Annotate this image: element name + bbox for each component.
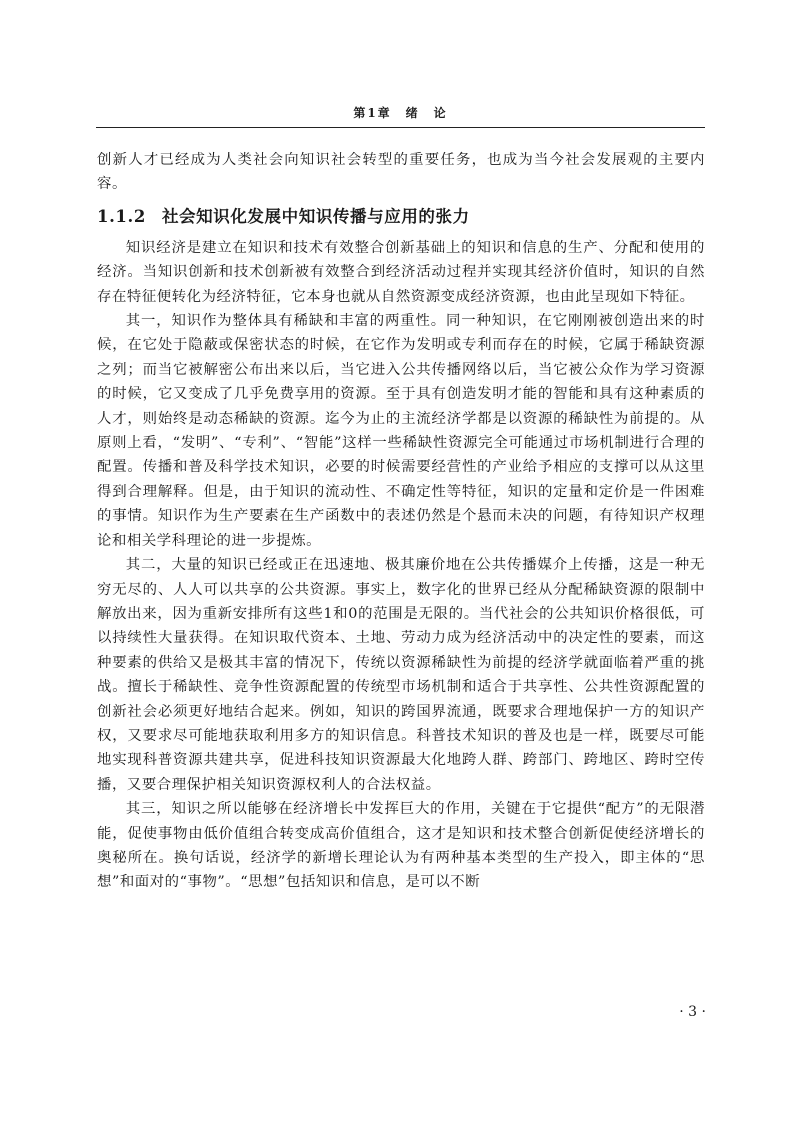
header-rule bbox=[96, 127, 705, 128]
paragraph-second-feature: 其二，大量的知识已经或正在迅速地、极其廉价地在公共传播媒介上传播，这是一种无穷无尽的、人人可以共享的公共资源。事实上，数字化的世界已经从分配稀缺资源的限制中解放出来，因为重新安排所有这些1和0的范围是无限的。当代社会的公共知识价格很低，可以持续性大量获得。在知识取代资本、土地、劳动力成为经济活动中的决定性的要素，而这种要素的供给又是极其丰富的情况下，传统以资源稀缺性为前提的经济学就面临着严重的挑战。擅长于稀缺性、竞争性资源配置的传统型市场机制和适合于共享性、公共性资源配置的创新社会必须更好地结合起来。例如，知识的跨国界流通，既要求合理地保护一方的知识产权，又要求尽可能地获取利用多方的知识信息。科普技术知识的普及也是一样，既要尽可能地实现科普资源共建共享，促进科技知识资源最大化地跨人群、跨部门、跨地区、跨时空传播，又要合理保护相关知识资源权利人的合法权益。 bbox=[97, 557, 705, 793]
page-number: · 3 · bbox=[679, 1004, 706, 1020]
running-head: 第1章 绪 论 bbox=[353, 106, 448, 120]
section-title: 社会知识化发展中知识传播与应用的张力 bbox=[161, 206, 470, 226]
section-heading bbox=[97, 204, 705, 230]
page-body bbox=[97, 148, 705, 895]
paragraph-first-feature: 其一，知识作为整体具有稀缺和丰富的两重性。同一种知识，在它刚刚被创造出来的时候，在它处于隐蔽或保密状态的时候，在它作为发明或专利而存在的时候，它属于稀缺资源之列；而当它被解密公布出来以后，当它进入公共传播网络以后，当它被公众作为学习资源的时候，它又变成了几乎免费享用的资源。至于具有创造发明才能的智能和具有这种素质的人才，则始终是动态稀缺的资源。迄今为止的主流经济学都是以资源的稀缺性为前提的。从原则上看，“发明”、“专利”、“智能”这样一些稀缺性资源完全可能通过市场机制进行合理的配置。传播和普及科学技术知识，必要的时候需要经营性的产业给予相应的支撑可以从这里得到合理解释。但是，由于知识的流动性、不确定性等特征，知识的定量和定价是一件困难的事情。知识作为生产要素在生产函数中的表述仍然是个悬而未决的问题，有待知识产权理论和相关学科理论的进一步提炼。 bbox=[97, 313, 705, 549]
paragraph-intro: 知识经济是建立在知识和技术有效整合创新基础上的知识和信息的生产、分配和使用的经济。当知识创新和技术创新被有效整合到经济活动过程并实现其经济价值时，知识的自然存在特征便转化为经济特征，它本身也就从自然资源变成经济资源，也由此呈现如下特征。 bbox=[97, 239, 705, 305]
paragraph-third-feature: 其三，知识之所以能够在经济增长中发挥巨大的作用，关键在于它提供“配方”的无限潜能，促使事物由低价值组合转变成高价值组合，这才是知识和技术整合创新促使经济增长的奥秘所在。换句话说，经济学的新增长理论认为有两种基本类型的生产投入，即主体的“思想”和面对的“事物”。“思想”包括知识和信息，是可以不断 bbox=[97, 801, 705, 891]
continuation-paragraph: 创新人才已经成为人类社会向知识社会转型的重要任务，也成为当今社会发展观的主要内容。 bbox=[97, 152, 705, 193]
section-number: 1.1.2 bbox=[97, 206, 146, 226]
